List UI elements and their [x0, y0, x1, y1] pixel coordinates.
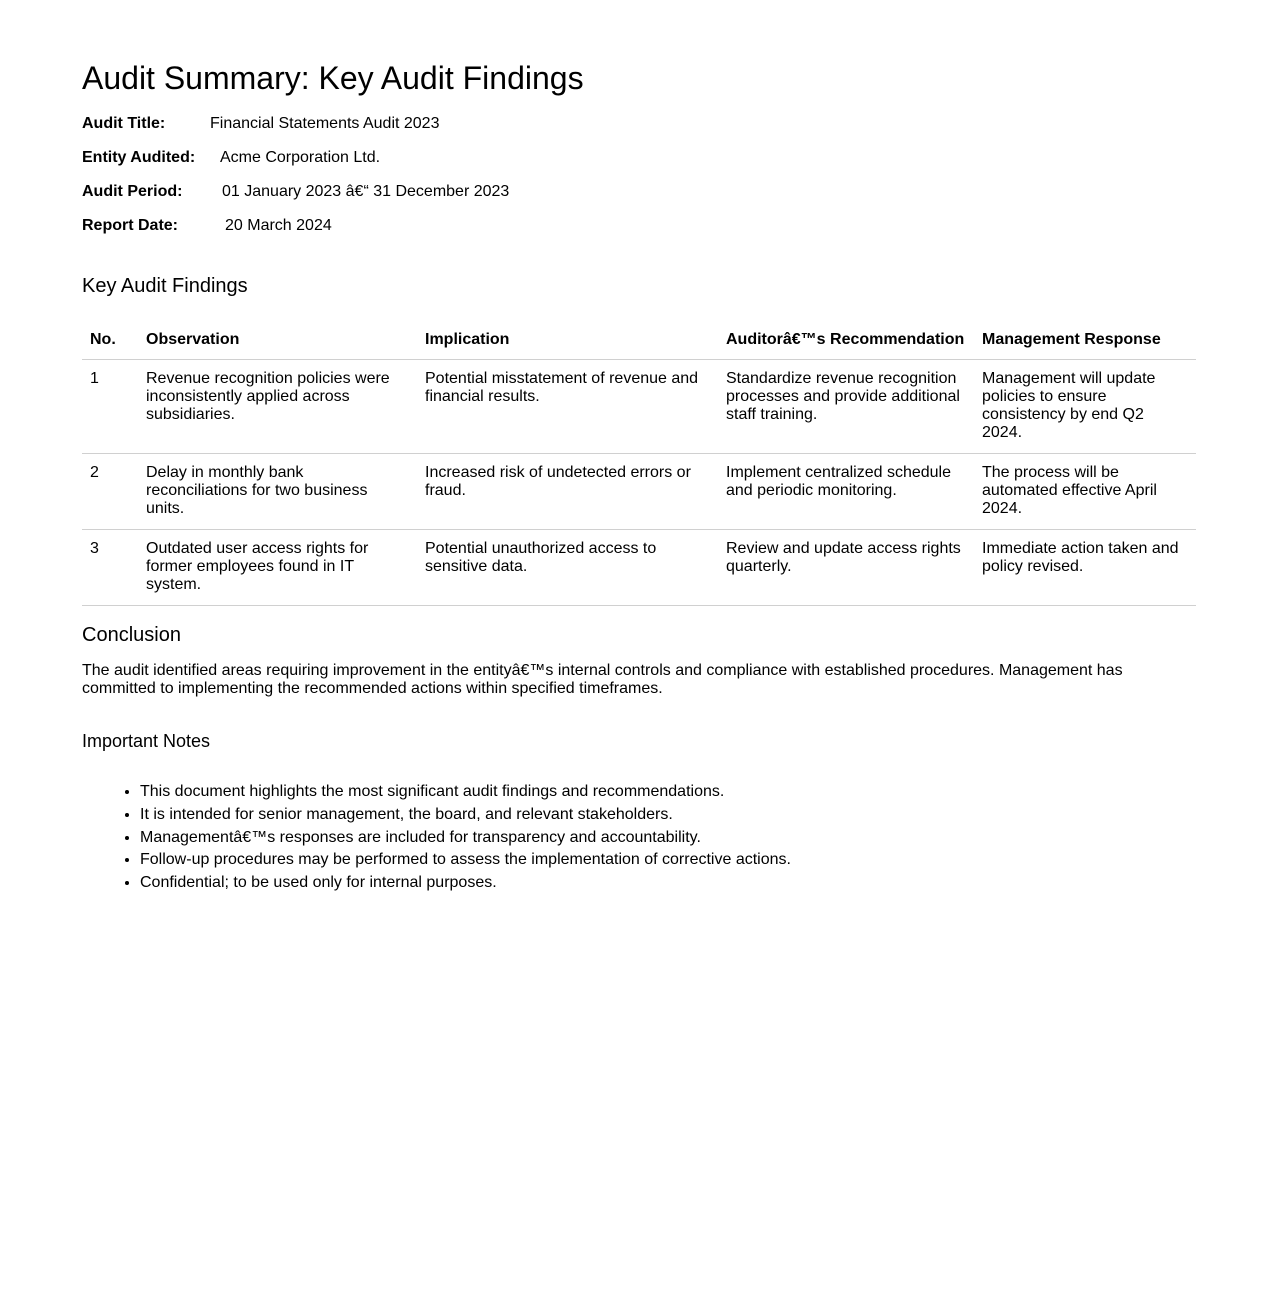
column-header-management-response: Management Response: [974, 322, 1196, 360]
table-header-row: [82, 322, 1196, 360]
meta-label: Entity Audited:: [82, 149, 196, 166]
list-item: • Follow-up procedures may be performed to assess the implementation of corrective actions.: [140, 849, 791, 872]
column-header-implication: Implication: [417, 322, 718, 360]
meta-value: 20 March 2024: [225, 217, 332, 234]
meta-label: Audit Title:: [82, 115, 166, 132]
cell-recommendation: Implement centralized schedule and periodic monitoring.: [718, 454, 974, 530]
list-item: • This document highlights the most significant audit findings and recommendations.: [140, 781, 791, 804]
findings-table: [82, 322, 1196, 606]
cell-recommendation: Standardize revenue recognition processes and provide additional staff training.: [718, 360, 974, 454]
meta-row-entity-audited: [82, 147, 509, 181]
meta-value: 01 January 2023 â€“ 31 December 2023: [222, 183, 510, 200]
cell-observation: Delay in monthly bank reconciliations for two business units.: [138, 454, 417, 530]
cell-no: 2: [82, 454, 138, 530]
meta-row-report-date: [82, 215, 509, 249]
column-header-observation: Observation: [138, 322, 417, 360]
table-row: [82, 360, 1196, 454]
cell-no: 1: [82, 360, 138, 454]
notes-list: [82, 781, 791, 895]
list-item: • Managementâ€™s responses are included for transparency and accountability.: [140, 827, 791, 850]
conclusion-text: The audit identified areas requiring improvement in the entityâ€™s internal controls and compliance with established procedures. Management has committed to implementing the recommended actions within specified timeframes.: [82, 662, 1123, 697]
cell-recommendation: Review and update access rights quarterly.: [718, 530, 974, 606]
meta-value: Acme Corporation Ltd.: [220, 149, 381, 166]
list-item: • Confidential; to be used only for internal purposes.: [140, 872, 791, 895]
meta-label: Report Date:: [82, 217, 179, 234]
meta-row-audit-period: [82, 181, 509, 215]
conclusion-heading: Conclusion: [82, 624, 181, 646]
column-header-recommendation: Auditorâ€™s Recommendation: [718, 322, 974, 360]
notes-heading: Important Notes: [82, 731, 211, 751]
table-row: [82, 530, 1196, 606]
cell-observation: Revenue recognition policies were inconsistently applied across subsidiaries.: [138, 360, 417, 454]
cell-observation: Outdated user access rights for former employees found in IT system.: [138, 530, 417, 606]
cell-management-response: Immediate action taken and policy revised.: [974, 530, 1196, 606]
meta-label: Audit Period:: [82, 183, 183, 200]
cell-implication: Increased risk of undetected errors or fraud.: [417, 454, 718, 530]
meta-value: Financial Statements Audit 2023: [210, 115, 440, 132]
meta-row-audit-title: [82, 113, 509, 147]
cell-implication: Potential misstatement of revenue and financial results.: [417, 360, 718, 454]
cell-implication: Potential unauthorized access to sensitive data.: [417, 530, 718, 606]
list-item: • It is intended for senior management, the board, and relevant stakeholders.: [140, 804, 791, 827]
table-row: [82, 454, 1196, 530]
page-title: Audit Summary: Key Audit Findings: [82, 60, 584, 96]
cell-management-response: Management will update policies to ensure consistency by end Q2 2024.: [974, 360, 1196, 454]
cell-management-response: The process will be automated effective April 2024.: [974, 454, 1196, 530]
cell-no: 3: [82, 530, 138, 606]
audit-meta: [82, 113, 509, 249]
findings-heading: Key Audit Findings: [82, 275, 248, 297]
column-header-no: No.: [82, 322, 138, 360]
